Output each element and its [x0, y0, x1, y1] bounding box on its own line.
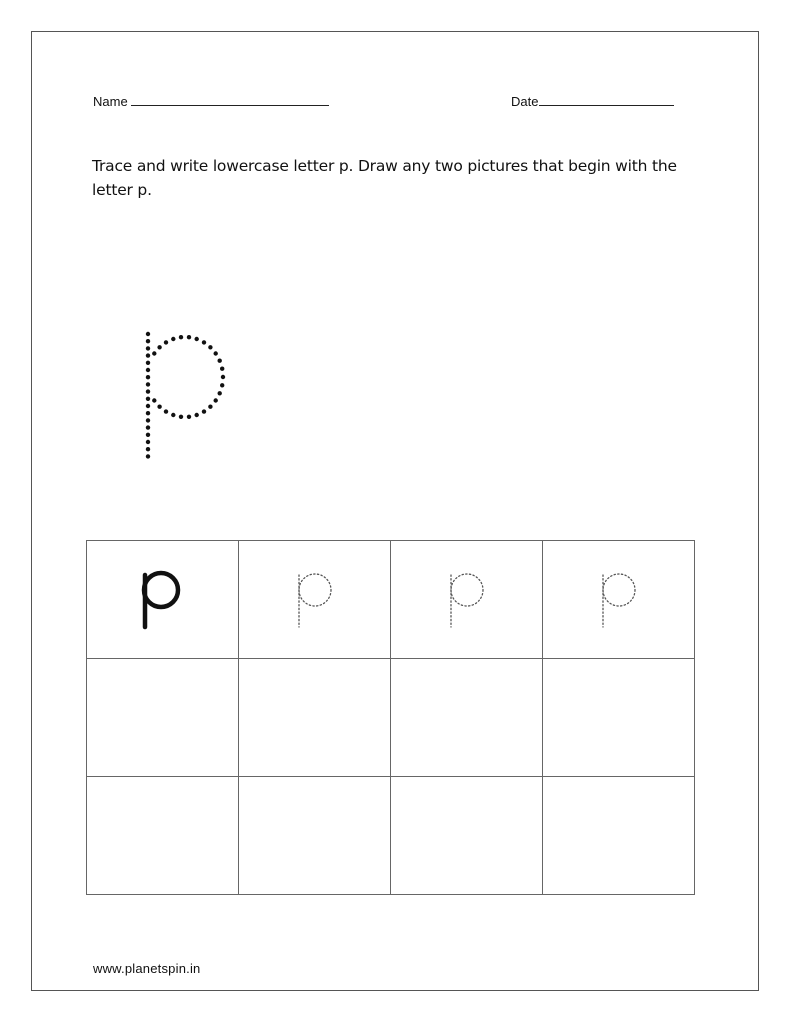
trace-dot [214, 351, 218, 355]
practice-grid [86, 540, 695, 895]
trace-dot [146, 440, 150, 444]
trace-dot [179, 415, 183, 419]
dotted-letter-p [285, 565, 345, 635]
trace-dot [171, 337, 175, 341]
trace-dot [146, 447, 150, 451]
trace-dot [195, 413, 199, 417]
trace-dot [187, 415, 191, 419]
trace-dot [195, 337, 199, 341]
grid-cell-write[interactable] [239, 659, 391, 777]
website-footer: www.planetspin.in [93, 961, 201, 976]
grid-cell-write[interactable] [87, 777, 239, 895]
trace-dot [152, 351, 156, 355]
name-underline [131, 104, 329, 106]
trace-dot [208, 405, 212, 409]
trace-dot [146, 339, 150, 343]
trace-dot [164, 409, 168, 413]
dotted-letter-p [437, 565, 497, 635]
trace-dot [146, 332, 150, 336]
trace-dot [164, 340, 168, 344]
trace-dot [146, 425, 150, 429]
grid-cell-trace-1[interactable] [239, 541, 391, 659]
trace-dot [146, 353, 150, 357]
grid-row-writing-2 [87, 777, 695, 895]
trace-dot [187, 335, 191, 339]
grid-cell-trace-3[interactable] [543, 541, 695, 659]
trace-dot [152, 398, 156, 402]
trace-dot [146, 454, 150, 458]
trace-dot [146, 375, 150, 379]
grid-cell-write[interactable] [391, 777, 543, 895]
grid-row-tracing [87, 541, 695, 659]
solid-letter-p [133, 565, 193, 635]
trace-dot [146, 389, 150, 393]
trace-dot [146, 382, 150, 386]
dotted-letter-p [589, 565, 649, 635]
trace-dot [218, 359, 222, 363]
date-field[interactable] [511, 94, 674, 109]
trace-dot [202, 409, 206, 413]
trace-dot [157, 405, 161, 409]
name-field[interactable] [93, 94, 329, 109]
grid-cell-write[interactable] [391, 659, 543, 777]
trace-dot [146, 361, 150, 365]
trace-dot [221, 375, 225, 379]
trace-dot [220, 383, 224, 387]
trace-dot [171, 413, 175, 417]
trace-dot [202, 340, 206, 344]
trace-dot [179, 335, 183, 339]
trace-dot [220, 367, 224, 371]
name-label: Name [93, 94, 128, 109]
grid-cell-trace-2[interactable] [391, 541, 543, 659]
grid-cell-write[interactable] [87, 659, 239, 777]
grid-cell-write[interactable] [543, 659, 695, 777]
trace-dot [146, 368, 150, 372]
grid-cell-write[interactable] [239, 777, 391, 895]
grid-row-writing-1 [87, 659, 695, 777]
trace-dot [146, 418, 150, 422]
grid-cell-write[interactable] [543, 777, 695, 895]
date-label: Date [511, 94, 539, 109]
trace-dot [146, 433, 150, 437]
trace-dot [214, 398, 218, 402]
grid-cell-model-letter [87, 541, 239, 659]
trace-dot [146, 346, 150, 350]
large-dotted-letter-p [135, 325, 240, 470]
trace-dot [146, 411, 150, 415]
instructions-text: Trace and write lowercase letter p. Draw any two pictures that begin with the letter p. [92, 157, 677, 199]
date-underline [539, 104, 674, 106]
trace-dot [208, 345, 212, 349]
trace-dot [157, 345, 161, 349]
trace-dot [146, 397, 150, 401]
trace-dot [218, 391, 222, 395]
trace-dot [146, 404, 150, 408]
